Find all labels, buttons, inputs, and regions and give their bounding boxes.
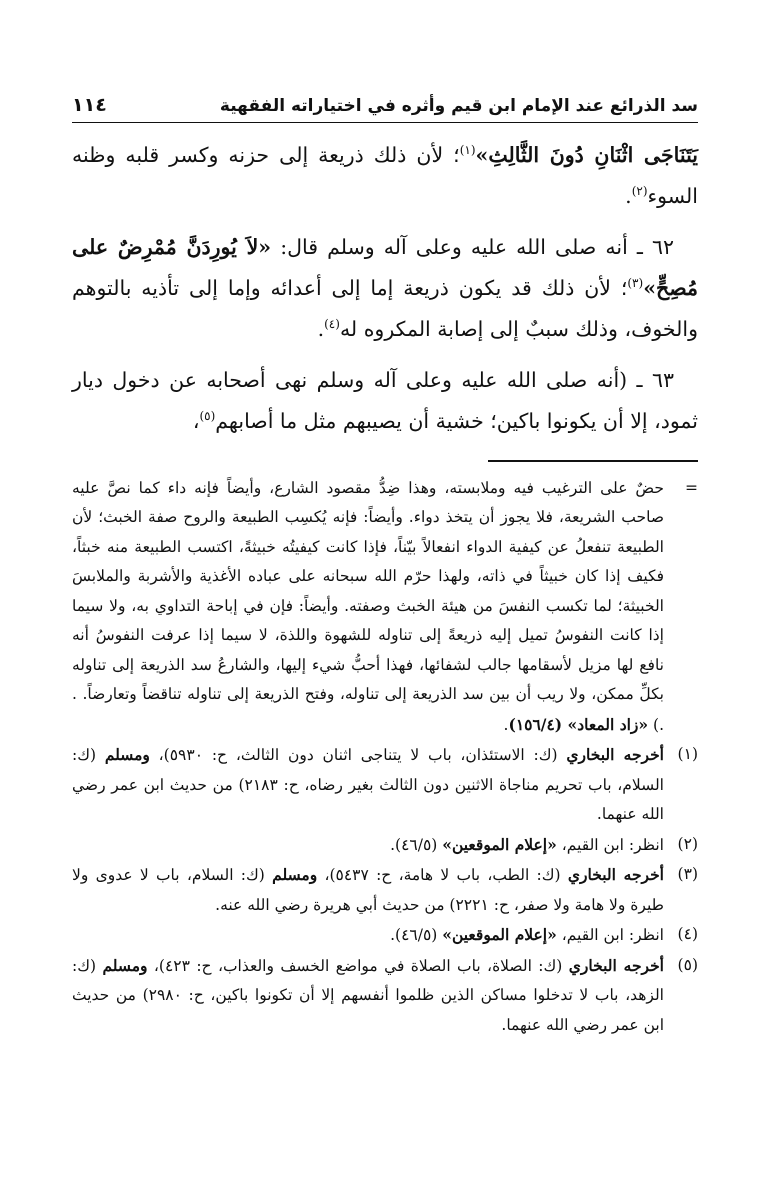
footnote-mark: (٣)	[677, 865, 698, 883]
paragraph-1: يَتَنَاجَى اثْنَانِ دُونَ الثَّالِثِ»$^{(١)}$؛ لأن ذلك ذريعة إلى حزنه وكسر قلبه وظنه السوء$^{(٢)}$.	[72, 143, 699, 208]
source-muslim: ومسلم	[104, 745, 150, 764]
source-bukhari: أخرجه البخاري	[567, 865, 664, 884]
paragraph-62: ٦٢ ـ أنه صلى الله عليه وعلى آله وسلم قال: «لاَ يُورِدَنَّ مُمْرِضٌ على مُصِحٍّ»$^{(٣)}$؛ لأن ذلك قد يكون ذريعة إما إلى أعدائه وإما إلى تأذيه بالتوهم والخوف، وذلك سببٌ إلى إصابة المكروه له$^{(٤)}$.	[72, 235, 698, 341]
hadith-quote: «لاَ يُورِدَنَّ مُمْرِضٌ على مُصِحٍّ»	[72, 235, 698, 300]
footnote-ref-5: (٥)	[199, 409, 216, 424]
paragraph-text: ٦٣ ـ (أنه صلى الله عليه وعلى آله وسلم نهى أصحابه عن دخول ديار ثمود، إلا أن يكونوا باكين؛ خشية أن يصيبهم مثل ما أصابهم	[72, 368, 698, 433]
footnote-ref-1: (١)	[459, 143, 476, 158]
source-muslim: ومسلم	[272, 865, 318, 884]
footnote-mark: (٥)	[677, 955, 698, 974]
paragraph-text: ؛ لأن ذلك قد يكون ذريعة إما إلى أعدائه وإما إلى تأذيه بالتوهم والخوف، وذلك سببٌ إلى إصابة المكروه له	[72, 276, 698, 341]
footnote-2: (٢) انظر: ابن القيم، «إعلام الموقعين» (٤٦/٥).	[72, 830, 698, 861]
source-title: «إعلام الموقعين»	[442, 925, 557, 944]
source-bukhari: أخرجه البخاري	[566, 745, 664, 764]
paragraph-text: ؛ لأن ذلك ذريعة إلى حزنه وكسر قلبه وظنه السوء	[72, 143, 698, 208]
paragraph-63: ٦٣ ـ (أنه صلى الله عليه وعلى آله وسلم نهى أصحابه عن دخول ديار ثمود، إلا أن يكونوا باكين؛ خشية أن يصيبهم مثل ما أصابهم$^{(٥)}$،	[72, 368, 698, 433]
footnote-mark: (١)	[677, 745, 698, 763]
footnote-text: حضٌ على الترغيب فيه وملابسته، وهذا ضِدُّ مقصود الشارع، وأيضاً فإنه داء كما نصَّ عليه صاحب الشريعة، فلا يجوز أن يتخذ دواء. وأيضاً: فإنه يُكسِب الطبيعة والروح صفة الخبث؛ لأن الطبيعة تنفعلُ عن كيفية الدواء انفعالاً بيّناً، فإذا كانت كيفيتُه خبيثةً، اكتسب الطبيعة منه خبثاً، فكيف إذا كان خبيثاً في ذاته، ولهذا حرّم الله سبحانه على عباده الأغذية والأشربة والملابسَ الخبيثة؛ لما تكسب النفسَ من هيئة الخبث وصفته. وأيضاً: فإن في إباحة التداوي به، ولا سيما إذا كانت النفوسُ تميل إليه ذريعةً إلى تناوله للشهوة واللذة، لا سيما إذا عرفت النفوسُ أنه نافع لها مزيل لأسقامها جالب لشفائها، فهذا أحبُّ شيء إليها، والشارعُ سد الذريعة إلى تناوله بكلِّ ممكن، ولا ريب أن بين سد الذريعة إلى تناوله، وفتح الذريعة إلى تناوله تناقضاً وتعارضاً. . .)	[72, 478, 664, 734]
paragraph-intro: ٦٢ ـ أنه صلى الله عليه وعلى آله وسلم قال:	[271, 235, 675, 259]
footnote-4: (٤) انظر: ابن القيم، «إعلام الموقعين» (٤٦/٥).	[72, 920, 698, 951]
source-title: «إعلام الموقعين»	[442, 834, 557, 854]
source-bukhari: أخرجه البخاري	[568, 955, 664, 975]
footnote-5: (٥) أخرجه البخاري (ك: الصلاة، باب الصلاة في مواضع الخسف والعذاب، ح: ٤٢٣)، ومسلم (ك: الزهد، باب لا تدخلوا مساكن الذين ظلموا أنفسهم إلا أن تكونوا باكين، ح: ٢٩٨٠) من حديث ابن عمر رضي الله عنهما.	[72, 951, 698, 1041]
footnote-ref-4: (٤)	[324, 317, 340, 332]
footnote-continued: = حضٌ على الترغيب فيه وملابسته، وهذا ضِدُّ مقصود الشارع، وأيضاً فإنه داء كما نصَّ عليه صاحب الشريعة، فلا يجوز أن يتخذ دواء. وأيضاً: فإنه يُكسِب الطبيعة والروح صفة الخبث؛ لأن الطبيعة تنفعلُ عن كيفية الدواء انفعالاً بيّناً، فإذا كانت كيفيتُه خبيثةً، اكتسب الطبيعة منه خبثاً، فكيف إذا كان خبيثاً في ذاته، ولهذا حرّم الله سبحانه على عباده الأغذية والأشربة والملابسَ الخبيثة؛ لما تكسب النفسَ من هيئة الخبث وصفته. وأيضاً: فإن في إباحة التداوي به، ولا سيما إذا كانت النفوسُ تميل إليه ذريعةً إلى تناوله للشهوة واللذة، لا سيما إذا عرفت النفوسُ أنه نافع لها مزيل لأسقامها جالب لشفائها، فهذا أحبُّ شيء إليها، والشارعُ سد الذريعة إلى تناوله بكلِّ ممكن، ولا ريب أن بين سد الذريعة إلى تناوله، وفتح الذريعة إلى تناوله تناقضاً وتعارضاً. . .) «زاد المعاد» (١٥٦/٤).	[72, 474, 698, 741]
footnote-3: (٣) أخرجه البخاري (ك: الطب، باب لا هامة، ح: ٥٤٣٧)، ومسلم (ك: السلام، باب لا عدوى ولا طيرة ولا هامة ولا صفر، ح: ٢٢٢١) من حديث أبي هريرة رضي الله عنه.	[72, 860, 698, 920]
source-muslim: ومسلم	[102, 955, 148, 975]
footnote-separator	[488, 460, 698, 462]
footnote-mark: (٤)	[677, 925, 698, 943]
footnote-mark: =	[685, 478, 698, 497]
source-title: «زاد المعاد» (١٥٦/٤)	[508, 714, 649, 734]
main-text	[72, 135, 698, 442]
book-page	[72, 86, 698, 1175]
hadith-quote: يَتَنَاجَى اثْنَانِ دُونَ الثَّالِثِ»	[475, 143, 699, 167]
running-header	[72, 86, 698, 123]
footnote-mark: (٢)	[677, 834, 698, 853]
footnote-ref-2: (٢)	[631, 184, 648, 199]
page-number: ١١٤	[72, 94, 107, 116]
footnote-1: (١) أخرجه البخاري (ك: الاستئذان، باب لا يتناجى اثنان دون الثالث، ح: ٥٩٣٠)، ومسلم (ك: السلام، باب تحريم مناجاة الاثنين دون الثالث بغير رضاه، ح: ٢١٨٣) من حديث ابن عمر رضي الله عنهما.	[72, 740, 698, 830]
running-title: سد الذرائع عند الإمام ابن قيم وأثره في اختياراته الفقهية	[219, 96, 698, 116]
footnotes	[72, 474, 698, 1041]
footnote-ref-3: (٣)	[627, 276, 644, 291]
